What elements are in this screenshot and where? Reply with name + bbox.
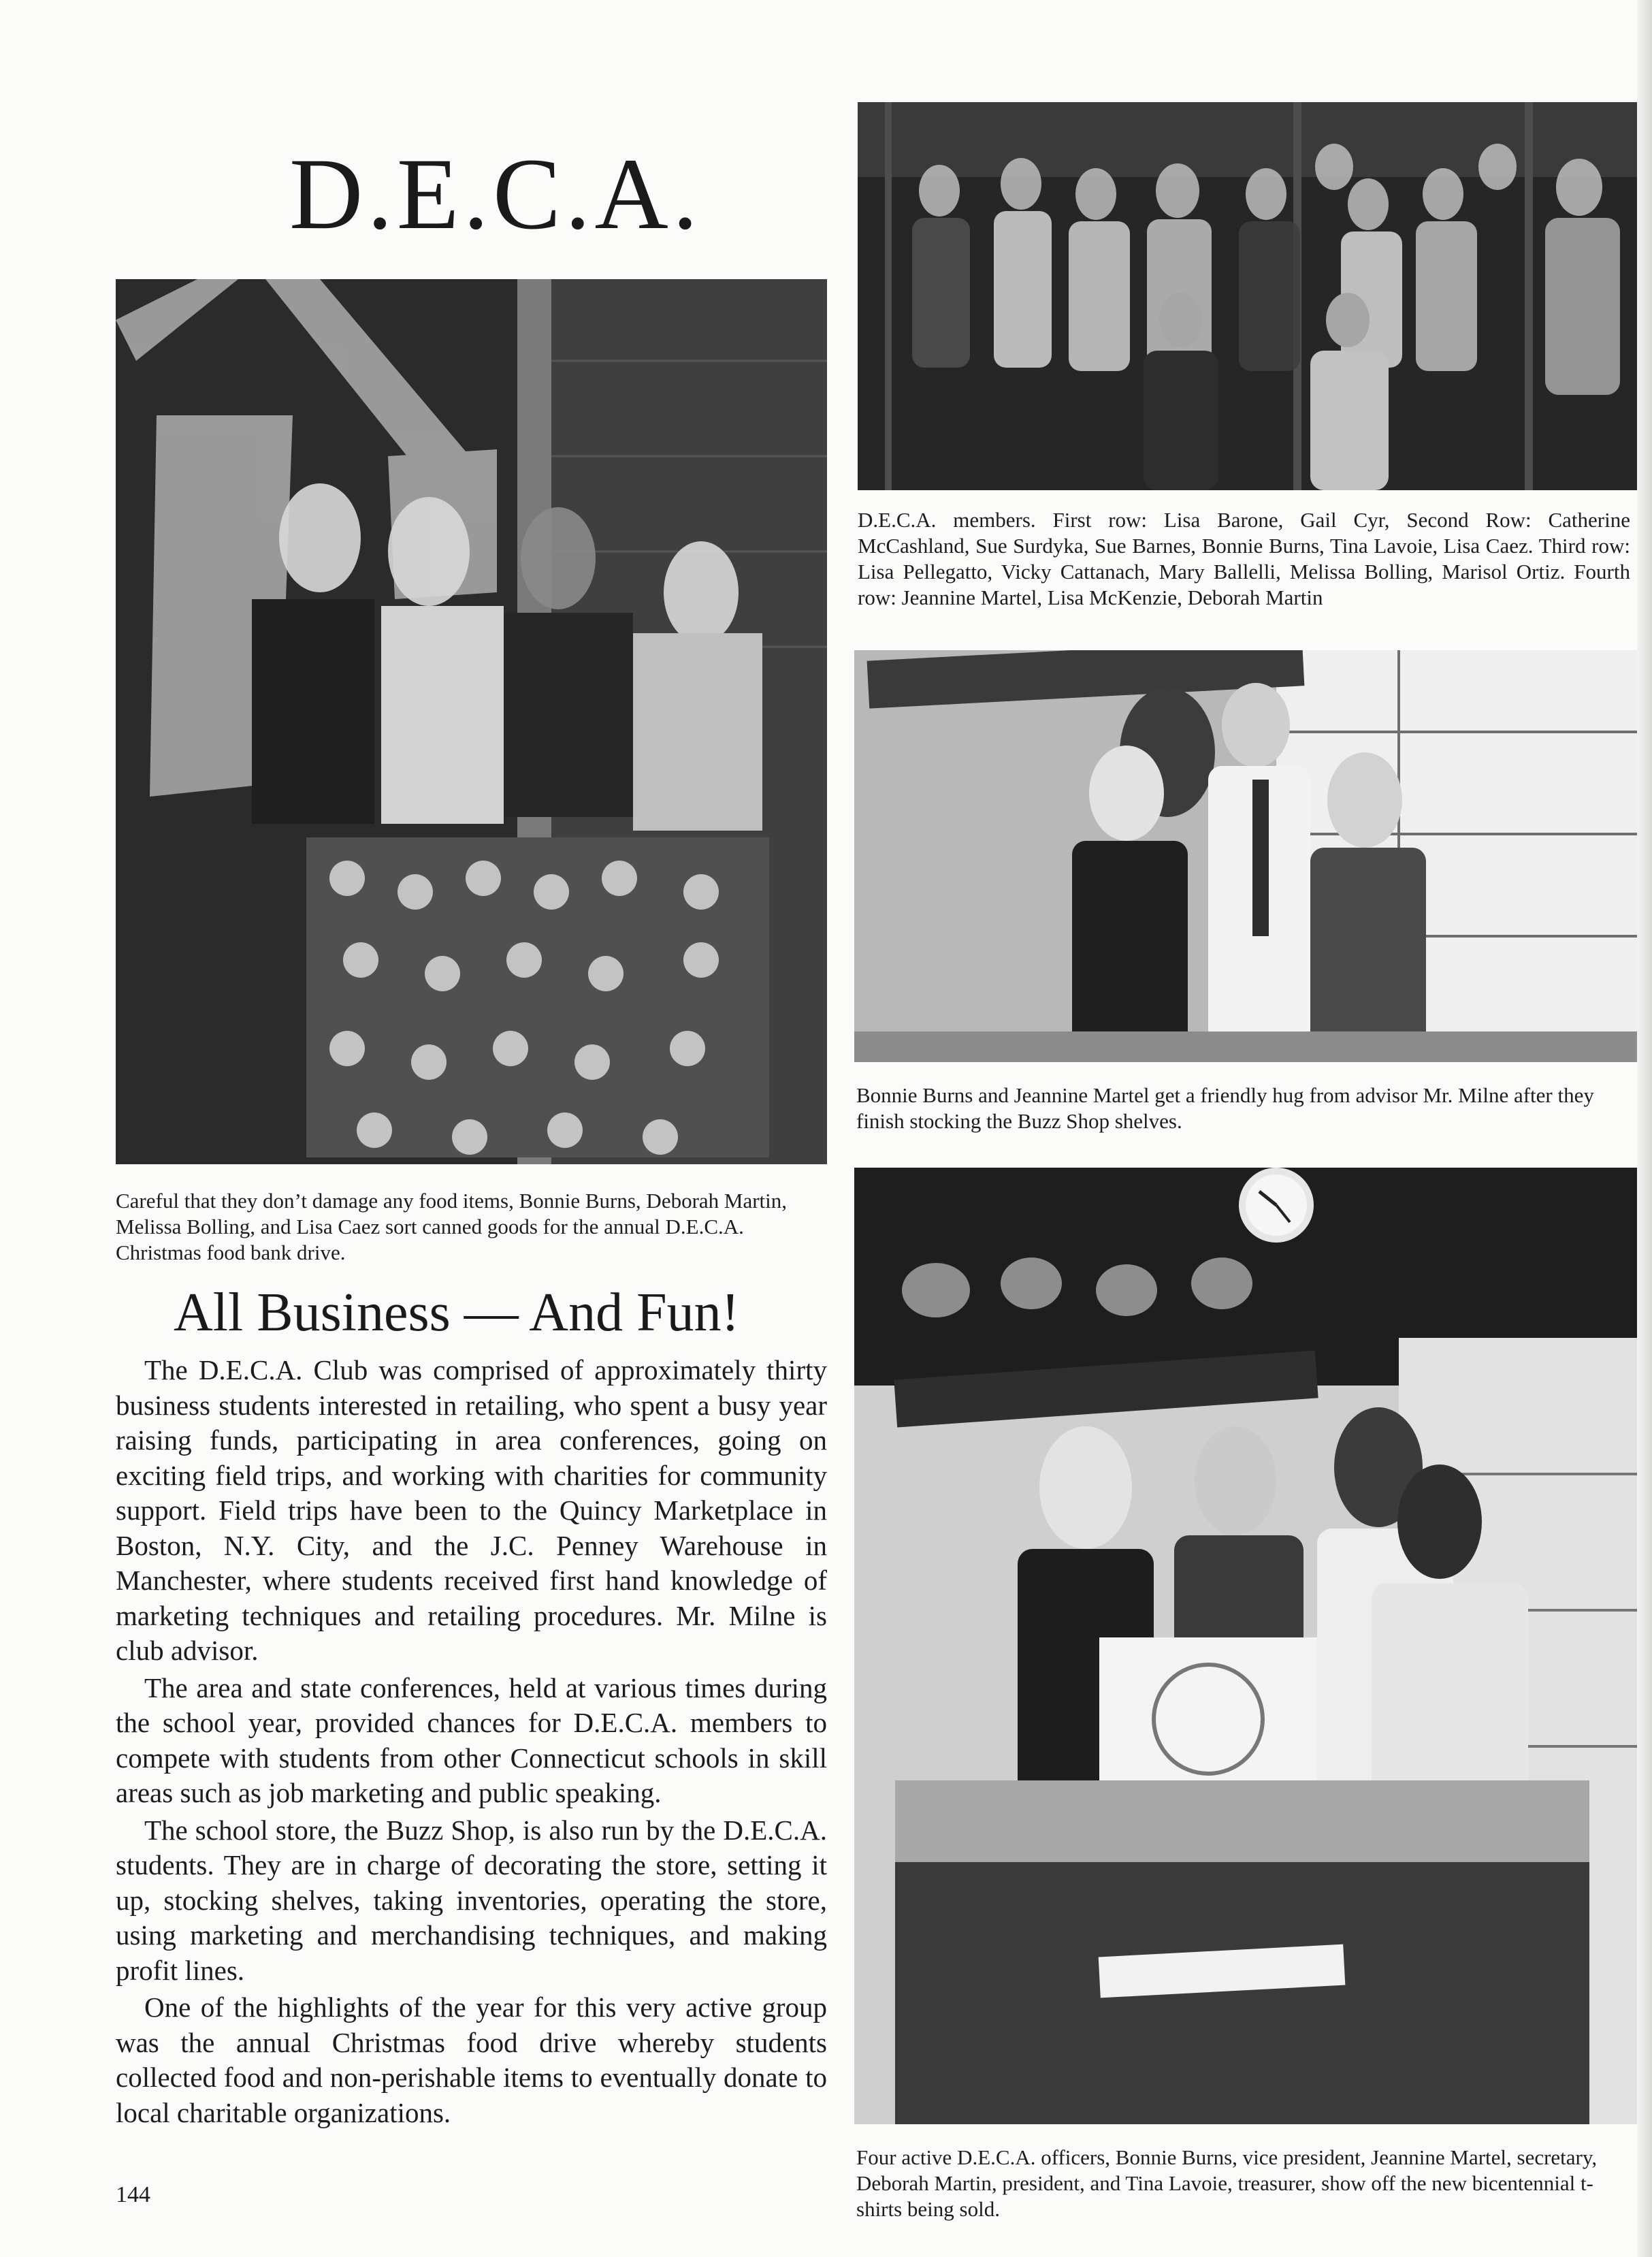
page-number: 144 [116,2182,150,2207]
food-drive-photo [116,279,827,1164]
officers-caption: Four active D.E.C.A. officers, Bonnie Burns, vice president, Jeannine Martel, secretary, Deborah Martin, president, and Tina Lavoie, treasurer, show off the new bicentennial t-shirts being sold. [856,2145,1598,2221]
hug-photo-image [854,650,1637,1062]
officers-photo [854,1168,1637,2124]
article-paragraph: The area and state conferences, held at various times during the school year, provided chances for D.E.C.A. members to compete with students from other Connecticut schools in skill areas such as job marketing and public speaking. [116,1671,827,1808]
officers-photo-image [854,1168,1637,2124]
group-photo-image [858,102,1637,490]
article-paragraph: The school store, the Buzz Shop, is also run by the D.E.C.A. students. They are in charge of decorating the store, setting it up, stocking shelves, taking inventories, operating the store, using marketing and merchandising techniques, and making profit lines. [116,1814,827,1986]
article-paragraph: One of the highlights of the year for this very active group was the annual Christmas food drive whereby students collected food and non-perishable items to eventually donate to local charitable organizations. [116,1991,827,2128]
group-photo [858,102,1637,490]
article-heading: All Business — And Fun! [174,1283,740,1343]
food-drive-caption: Careful that they don’t damage any food items, Bonnie Burns, Deborah Martin, Melissa Bolling, and Lisa Caez sort canned goods for the annual D.E.C.A. Christmas food bank drive. [116,1189,788,1264]
group-photo-caption: D.E.C.A. members. First row: Lisa Barone, Gail Cyr, Second Row: Catherine McCashland, Sue Surdyka, Sue Barnes, Bonnie Burns, Tina Lavoie, Lisa Caez. Third row: Lisa Pellegatto, Vicky Cattanach, Mary Ballelli, Melissa Bolling, Marisol Ortiz. Fourth row: Jeannine Martel, Lisa McKenzie, Deborah Martin [858,508,1630,609]
food-drive-photo-image [116,279,827,1164]
article-paragraph: The D.E.C.A. Club was comprised of approximately thirty business students interested in retailing, who spent a busy year raising funds, participating in area conferences, going on exciting field trips, and working with charities for community support. Field trips have been to the Quincy Marketplace in Boston, N.Y. City, and the J.C. Penney Warehouse in Manchester, where students received first hand knowledge of marketing techniques and retailing procedures. Mr. Milne is club advisor. [116,1354,827,1666]
hug-caption: Bonnie Burns and Jeannine Martel get a friendly hug from advisor Mr. Milne after they finish stocking the Buzz Shop shelves. [856,1083,1594,1133]
page-edge-shadow [1637,0,1652,2257]
page-title: D.E.C.A. [289,138,702,251]
hug-photo [854,650,1637,1062]
article-body [116,1353,827,2132]
